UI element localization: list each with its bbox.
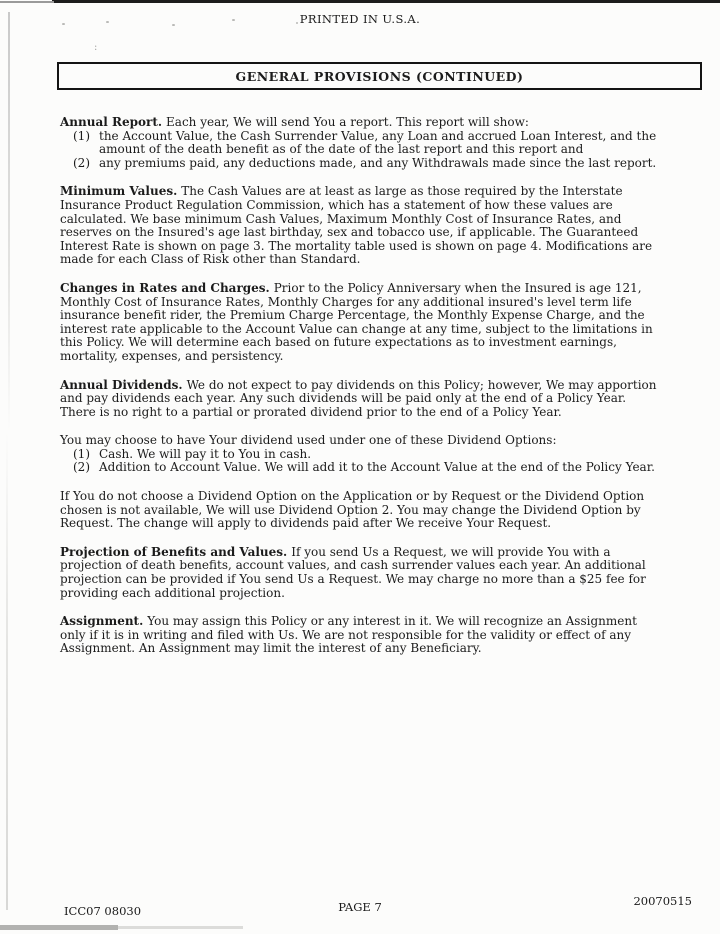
paragraph-lead: Changes in Rates and Charges. — [60, 280, 270, 295]
numbered-list — [60, 448, 662, 475]
paragraph — [60, 282, 662, 364]
list-item-number: (2) — [73, 460, 90, 475]
list-item-text: Addition to Account Value. We will add it to the Account Value at the end of the Policy Year. — [99, 460, 655, 475]
paragraph-text: If You do not choose a Dividend Option on the Application or by Request or the Dividend Option chosen is not available, We will use Dividend Option 2. You may change the Dividend Option by Request. The change will apply to dividends paid after We receive Your Request. — [60, 489, 645, 531]
section-minimum-values — [60, 185, 662, 267]
list-item — [60, 130, 662, 157]
scan-edge-artifact — [8, 12, 10, 432]
paragraph-text: The Cash Values are at least as large as those required by the Interstate Insurance Product Regulation Commission, which has a statement of how these values are calculated. We base minimum Cash Values, Maximum Monthly Cost of Insurance Rates, and reserves on the Insured's age last birthday, sex and tobacco use, if applicable. The Guaranteed Interest Rate is shown on page 3. The mortality table used is shown on page 4. Modifications are made for each Class of Risk other than Standard. — [60, 184, 653, 267]
list-item-number: (1) — [73, 128, 90, 143]
date-code: 20070515 — [633, 894, 692, 908]
scan-edge-artifact — [0, 1, 54, 3]
paragraph-text: Each year, We will send You a report. This report will show: — [166, 115, 529, 129]
list-item-text: the Account Value, the Cash Surrender Value, any Loan and accrued Loan Interest, and the amount of the death benefit as of the date of the last report and this report and — [99, 128, 657, 157]
paragraph — [60, 615, 662, 656]
list-item — [60, 157, 662, 171]
scan-speck: : — [94, 42, 98, 53]
list-item — [60, 461, 662, 475]
paragraph — [60, 185, 662, 267]
scan-edge-artifact — [6, 430, 8, 910]
list-item-text: any premiums paid, any deductions made, and any Withdrawals made since the last report. — [99, 155, 657, 170]
paragraph-text: We do not expect to pay dividends on this Policy; however, We may apportion and pay dividends each year. Any such dividends will be paid only at the end of a Policy Year. There is no right to a partial or prorated dividend prior to the end of a Policy Year. — [60, 377, 657, 419]
section-dividend-options — [60, 434, 662, 475]
document-body — [60, 116, 662, 671]
paragraph-text: You may choose to have Your dividend used under one of these Dividend Options: — [60, 433, 557, 448]
paragraph — [60, 116, 662, 130]
section-projection — [60, 546, 662, 600]
paragraph — [60, 434, 662, 448]
page-number: PAGE 7 — [338, 900, 382, 914]
paragraph-text: You may assign this Policy or any interest in it. We will recognize an Assignment only if it is in writing and filed with Us. We are not responsible for the validity or effect of any Assignment. An Assignment may limit the interest of any Beneficiary. — [60, 614, 637, 656]
paragraph — [60, 379, 662, 420]
paragraph-text: If you send Us a Request, we will provide You with a projection of death benefits, account values, and cash surrender values each year. An additional projection can be provided if You send Us a Request. We may charge no more than a $25 fee for providing each additional projection. — [60, 544, 646, 600]
paragraph-lead: Projection of Benefits and Values. — [60, 544, 288, 559]
page-footer — [0, 894, 720, 934]
paragraph — [60, 490, 662, 531]
printed-in-notice: PRINTED IN U.S.A. — [299, 12, 421, 26]
paragraph-lead: Assignment. — [60, 614, 144, 629]
paragraph — [60, 546, 662, 600]
section-header-box — [57, 62, 702, 90]
numbered-list — [60, 130, 662, 171]
section-annual-report — [60, 116, 662, 170]
scan-edge-artifact — [52, 0, 720, 3]
section-assignment — [60, 615, 662, 656]
page-title: GENERAL PROVISIONS (CONTINUED) — [235, 68, 524, 84]
paragraph-lead: Minimum Values. — [60, 184, 178, 199]
paragraph-text: Prior to the Policy Anniversary when the Insured is age 121, Monthly Cost of Insurance Rates, Monthly Charges for any additional insured's level term life insurance benefit rider, the Premium Charge Percentage, the Monthly Expense Charge, and the interest rate applicable to the Account Value can change at any time, subject to the limitations in this Policy. We will determine each based on future expectations as to investment earnings, mortality, expenses, and persistency. — [60, 280, 653, 363]
paragraph-lead: Annual Report. — [60, 115, 163, 129]
list-item — [60, 448, 662, 462]
list-item-number: (1) — [73, 446, 90, 461]
paragraph-lead: Annual Dividends. — [60, 377, 183, 392]
section-annual-dividends — [60, 379, 662, 420]
section-dividend-default — [60, 490, 662, 531]
list-item-number: (2) — [73, 155, 90, 170]
list-item-text: Cash. We will pay it to You in cash. — [99, 446, 312, 461]
section-changes-in-rates — [60, 282, 662, 364]
form-number: ICC07 08030 — [64, 904, 142, 918]
